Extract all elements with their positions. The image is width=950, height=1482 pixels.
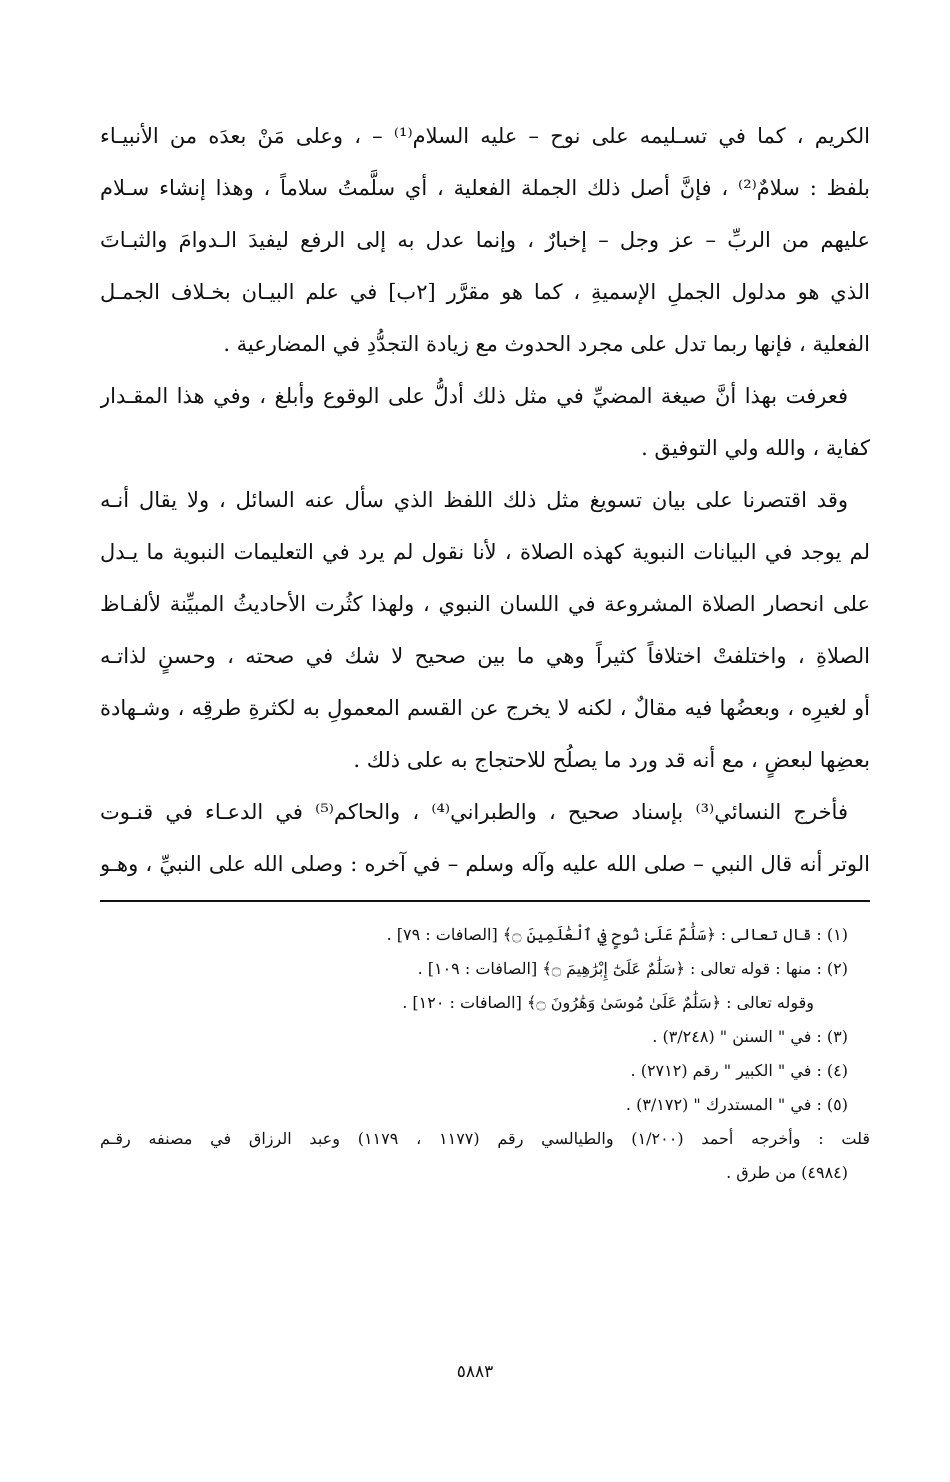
body-line: الكريم ، كما في تسـليمه على نوح – عليه السلام⁽¹⁾ – ، وعلى مَنْ بعدَه من الأنبيـاء [100,124,870,148]
footnote-2-continued: وقوله تعالى : ﴿سَلَٰمٌ عَلَىٰ مُوسَىٰ وَهَٰرُونَ ۝﴾ [الصافات : ١٢٠] . [402,993,814,1012]
footnote-5: (٥) : في " المستدرك " (٣/١٧٢) . [625,1095,848,1114]
body-line: فعرفت بهذا أنَّ صيغة المضيِّ في مثل ذلك أدلُّ على الوقوع وأبلغ ، وفي هذا المقـدار [100,384,848,408]
body-line: على انحصار الصلاة المشروعة في اللسان النبوي ، ولهذا كثُرت الأحاديثُ المبيِّنة لألفـاظ [100,592,870,616]
footnote-3: (٣) : في " السنن " (٣/٢٤٨) . [652,1027,848,1046]
body-line: بلفظ : سلامٌ⁽²⁾ ، فإنَّ أصل ذلك الجملة الفعلية ، أي سلَّمتُ سلاماً ، وهذا إنشاء سـلام [100,176,870,200]
footnote-divider [100,900,870,902]
body-line: الفعلية ، فإنها ربما تدل على مجرد الحدوث مع زيادة التجدُّدِ في المضارعية . [223,332,870,356]
body-line: فأخرج النسائي⁽³⁾ بإسناد صحيح ، والطبراني⁽⁴⁾ ، والحاكم⁽⁵⁾ في الدعـاء في قنـوت [100,800,848,824]
footnotes [100,918,870,1190]
body-line: بعضِها لبعضٍ ، مع أنه قد ورد ما يصلُح للاحتجاج به على ذلك . [353,748,870,772]
footnote-editor-note-continued: (٤٩٨٤) من طرق . [726,1163,848,1182]
body-text [100,110,870,890]
page-number: ٥٨٨٣ [456,1362,494,1382]
footnote-1: (١) : قال تعالى : ﴿سَلَٰمٌ عَلَىٰ نُوحٍ فِي ٱلْعَٰلَمِينَ ۝﴾ [الصافات : ٧٩] . [386,925,848,944]
body-line: الوتر أنه قال النبي – صلى الله عليه وآله وسلم – في آخره : وصلى الله على النبيِّ ، وهـو [100,852,870,876]
footnote-editor-note: قلت : وأخرجه أحمد (١/٢٠٠) والطيالسي رقم (١١٧٧ ، ١١٧٩) وعبد الرزاق في مصنفه رقـم [100,1129,870,1148]
body-line: لم يوجد في البيانات النبوية كهذه الصلاة ، لأنا نقول لم يرد في التعليمات النبوية ما يـدل [100,540,870,564]
footnote-4: (٤) : في " الكبير " رقم (٢٧١٢) . [630,1061,848,1080]
body-line: وقد اقتصرنا على بيان تسويغ مثل ذلك اللفظ الذي سأل عنه السائل ، ولا يقال أنـه [100,488,848,512]
body-line: أو لغيرِه ، وبعضُها فيه مقالٌ ، لكنه لا يخرج عن القسم المعمولِ به لكثرةِ طرقِه ، وشـهادة [100,696,870,720]
body-line: كفاية ، والله ولي التوفيق . [641,436,870,460]
body-line: الصلاةِ ، واختلفتْ اختلافاً كثيراً وهي ما بين صحيح لا شك في صحته ، وحسنٍ لذاتـه [100,644,870,668]
body-line: عليهم من الربِّ – عز وجل – إخبارٌ ، وإنما عدل به إلى الرفع ليفيدَ الـدوامَ والثبـاتَ [100,228,870,252]
body-line: الذي هو مدلول الجملِ الإسميةِ ، كما هو مقرَّر [٢ب] في علم البيـان بخـلاف الجمـل [100,280,870,304]
footnote-2: (٢) : منها : قوله تعالى : ﴿سَلَٰمٌ عَلَىٰٓ إِبْرَٰهِيمَ ۝﴾ [الصافات : ١٠٩] . [417,959,848,978]
